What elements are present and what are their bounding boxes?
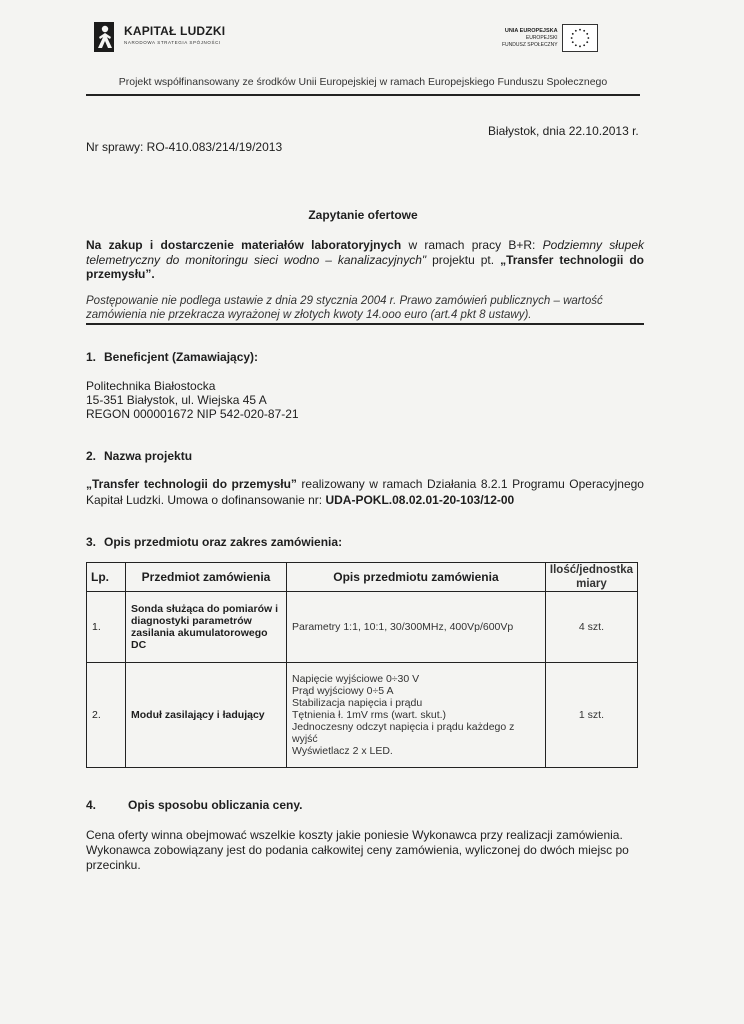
- beneficiary-address: [86, 379, 299, 421]
- subject-part3: Podziemny słupek telemetryczny do monitoringu sieci wodno – kanalizacyjnych": [86, 238, 644, 267]
- section2-heading: [86, 449, 192, 463]
- section4-heading: [86, 798, 302, 812]
- beneficiary-street: 15-351 Białystok, ul. Wiejska 45 A: [86, 393, 267, 407]
- header-lp: Lp.: [87, 563, 126, 592]
- row1-lp: 1.: [87, 592, 126, 663]
- row2-desc-line: Jednoczesny odczyt napięcia i prądu każdego z wyjść: [292, 721, 515, 745]
- section3-heading: [86, 535, 342, 549]
- section3-number: 3.: [86, 535, 97, 549]
- header-desc: Opis przedmiotu zamówienia: [287, 563, 546, 592]
- agreement-number: UDA-POKL.08.02.01-20-103/12-00: [325, 493, 515, 507]
- project-text: realizowany w ramach Działania 8.2.1 Programu Operacyjnego Kapitał Ludzki. Umowa o dofinansowanie nr:: [86, 477, 644, 507]
- subject-part4: projektu pt.: [426, 252, 501, 267]
- eu-line2: EUROPEJSKI: [525, 34, 558, 41]
- section2-number: 2.: [86, 449, 97, 463]
- row1-desc-line: Parametry 1:1, 10:1, 30/300MHz, 400Vp/600Vp: [292, 621, 514, 633]
- table-row: [87, 663, 638, 768]
- section1-heading: [86, 350, 258, 364]
- row2-desc: [287, 663, 546, 768]
- row2-desc-line: Tętnienia ł. 1mV rms (wart. skut.): [292, 709, 447, 721]
- table-row: [87, 592, 638, 663]
- section1-number: 1.: [86, 350, 97, 364]
- row2-lp: 2.: [87, 663, 126, 768]
- price-calculation-text: Cena oferty winna obejmować wszelkie koszty jakie poniesie Wykonawca przy realizacji zamówienia. Wykonawca zobowiązany jest do podania całkowitej ceny zamówienia, wyliczonej do dwóch miejsc po przecinku.: [86, 828, 629, 872]
- section1-title: Beneficjent (Zamawiający):: [104, 350, 259, 364]
- legal-divider: [86, 323, 644, 325]
- subject-part1: Na zakup i dostarczenie materiałów laboratoryjnych: [86, 238, 402, 252]
- legal-note: Postępowanie nie podlega ustawie z dnia 29 stycznia 2004 r. Prawo zamówień publicznych – wartość zamówienia nie przekracza wyrażonej w złotych kwoty 14.ooo euro (art.4 pkt 8 ustawy).: [86, 295, 603, 321]
- kapital-ludzki-subtitle: NARODOWA STRATEGIA SPÓJNOŚCI: [124, 40, 221, 45]
- row2-desc-line: Napięcie wyjściowe 0÷30 V: [292, 673, 420, 685]
- beneficiary-ids: REGON 000001672 NIP 542-020-87-21: [86, 407, 299, 421]
- header-divider: [86, 94, 640, 96]
- eu-logo: [502, 24, 598, 52]
- eu-line3: FUNDUSZ SPOŁECZNY: [502, 41, 558, 48]
- beneficiary-name: Politechnika Białostocka: [86, 379, 216, 393]
- place-and-date: Białystok, dnia 22.10.2013 r.: [488, 124, 639, 138]
- subject-paragraph: [86, 238, 644, 282]
- kapital-ludzki-logo-icon: [92, 18, 118, 54]
- table-header-row: [87, 563, 638, 592]
- section4-number: 4.: [86, 798, 97, 812]
- header-qty: Ilość/jednostka miary: [545, 563, 637, 592]
- subject-part2: w ramach pracy B+R:: [401, 238, 543, 252]
- row2-desc-line: Prąd wyjściowy 0÷5 A: [292, 685, 394, 697]
- section3-title: Opis przedmiotu oraz zakres zamówienia:: [104, 535, 343, 549]
- subject-part5: „Transfer technologii do przemysłu”.: [86, 252, 644, 281]
- document-title: Zapytanie ofertowe: [308, 208, 418, 222]
- project-paragraph: [86, 476, 644, 508]
- case-number: Nr sprawy: RO-410.083/214/19/2013: [86, 140, 283, 154]
- project-name: „Transfer technologii do przemysłu”: [86, 477, 297, 491]
- kapital-ludzki-title: KAPITAŁ LUDZKI: [124, 24, 226, 38]
- row1-desc: [287, 592, 546, 663]
- row2-desc-line: Stabilizacja napięcia i prądu: [292, 697, 423, 709]
- row2-desc-line: Wyświetlacz 2 x LED.: [292, 745, 393, 757]
- section2-title: Nazwa projektu: [104, 449, 193, 463]
- row2-qty: 1 szt.: [545, 663, 637, 768]
- row1-qty: 4 szt.: [545, 592, 637, 663]
- cofinancing-statement: Projekt współfinansowany ze środków Unii Europejskiej w ramach Europejskiego Funduszu Społecznego: [118, 76, 608, 88]
- section4-title: Opis sposobu obliczania ceny.: [128, 798, 303, 812]
- order-table: [86, 562, 638, 768]
- kapital-ludzki-logo: [92, 18, 225, 54]
- eu-flag-icon: [562, 24, 598, 52]
- eu-line1: UNIA EUROPEJSKA: [504, 27, 558, 34]
- row1-name: Sonda służąca do pomiarów i diagnostyki parametrów zasilania akumulatorowego DC: [126, 592, 287, 663]
- header-name: Przedmiot zamówienia: [126, 563, 287, 592]
- row2-name: Moduł zasilający i ładujący: [126, 663, 287, 768]
